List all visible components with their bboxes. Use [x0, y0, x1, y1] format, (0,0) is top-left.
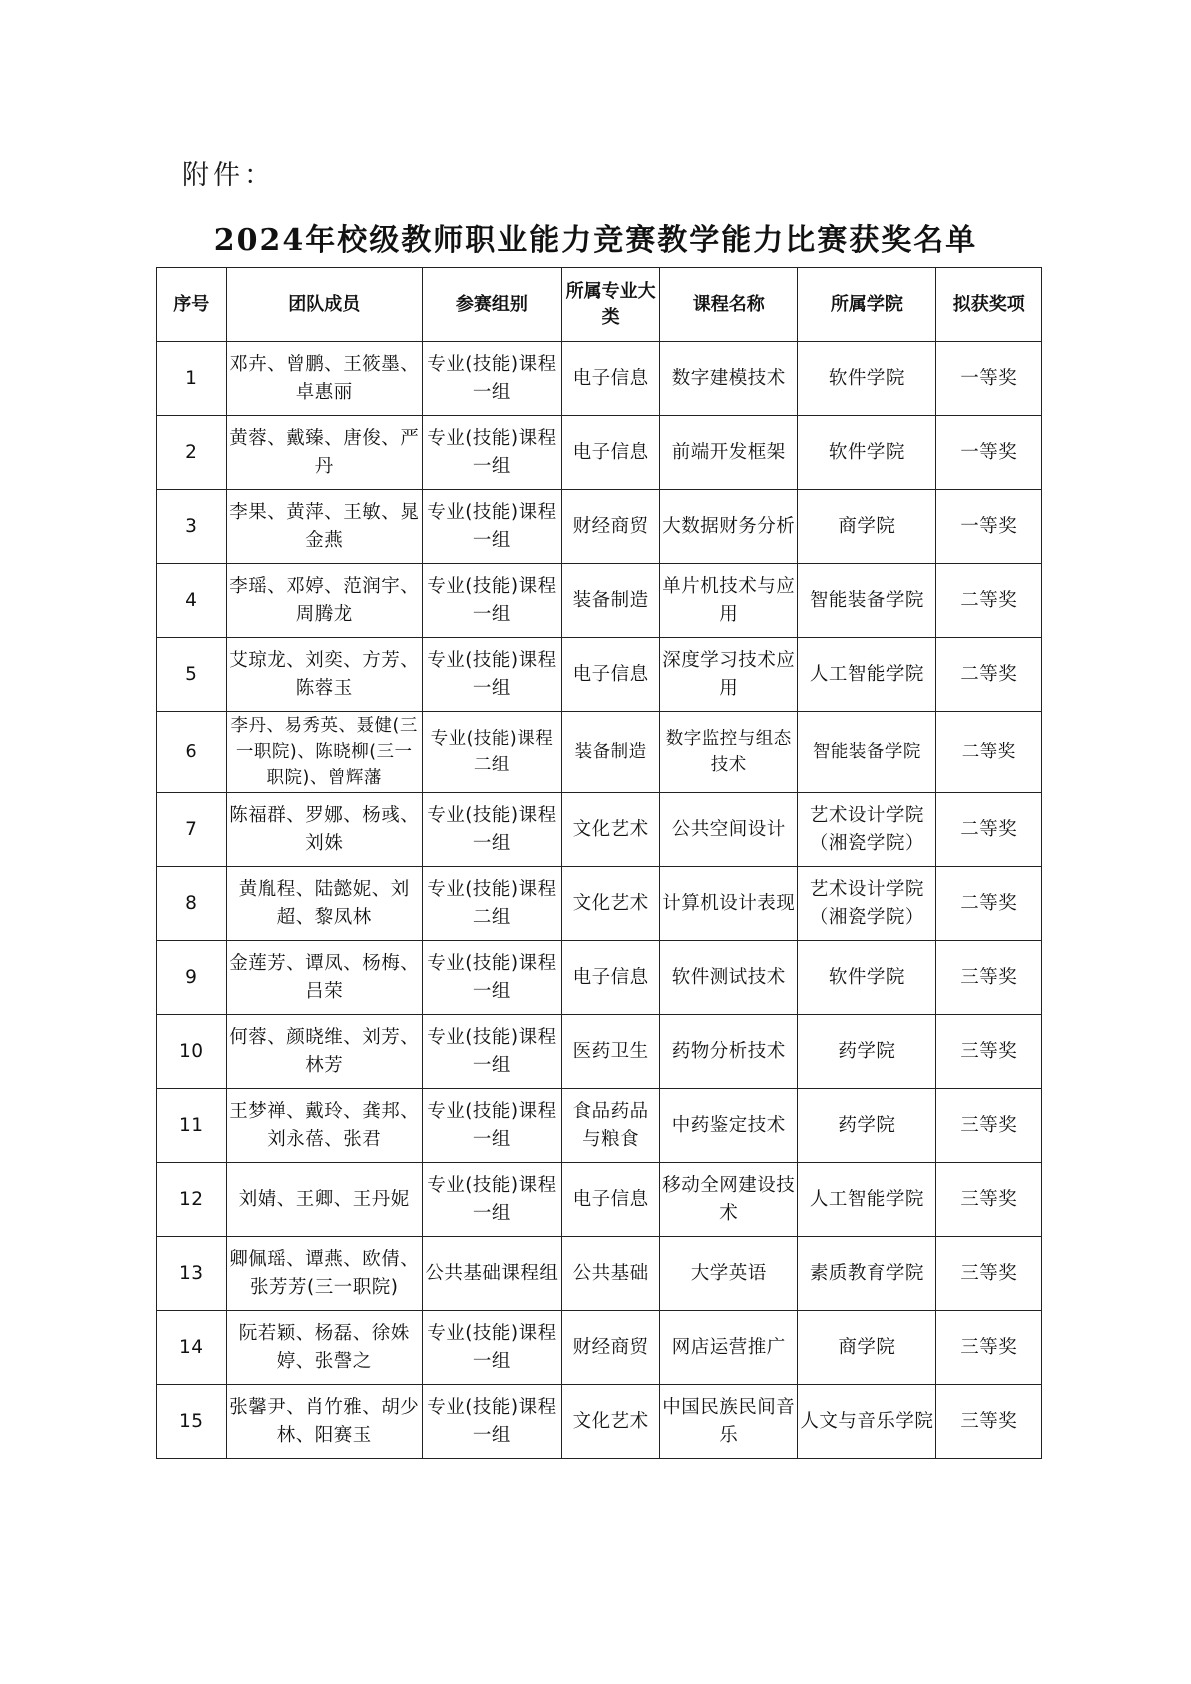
cell-group: 专业(技能)课程一组	[422, 416, 561, 490]
cell-index: 15	[157, 1385, 227, 1459]
table-header-row	[157, 268, 1042, 342]
cell-major-category: 电子信息	[562, 638, 660, 712]
cell-group: 专业(技能)课程一组	[422, 342, 561, 416]
table-row	[157, 490, 1042, 564]
cell-course-name: 单片机技术与应用	[660, 564, 798, 638]
cell-major-category: 公共基础	[562, 1237, 660, 1311]
cell-college: 软件学院	[798, 342, 936, 416]
cell-team-members: 金莲芳、谭凤、杨梅、吕荣	[226, 941, 422, 1015]
cell-college: 艺术设计学院（湘瓷学院）	[798, 867, 936, 941]
cell-award: 一等奖	[936, 490, 1042, 564]
cell-course-name: 中药鉴定技术	[660, 1089, 798, 1163]
cell-index: 5	[157, 638, 227, 712]
table-body	[157, 342, 1042, 1459]
cell-index: 1	[157, 342, 227, 416]
cell-team-members: 艾琼龙、刘奕、方芳、陈蓉玉	[226, 638, 422, 712]
cell-group: 专业(技能)课程一组	[422, 941, 561, 1015]
cell-college: 智能装备学院	[798, 564, 936, 638]
cell-major-category: 财经商贸	[562, 490, 660, 564]
cell-major-category: 电子信息	[562, 416, 660, 490]
cell-award: 三等奖	[936, 1385, 1042, 1459]
cell-award: 一等奖	[936, 416, 1042, 490]
cell-index: 9	[157, 941, 227, 1015]
cell-index: 11	[157, 1089, 227, 1163]
cell-team-members: 刘婧、王卿、王丹妮	[226, 1163, 422, 1237]
table-row	[157, 1089, 1042, 1163]
cell-college: 人工智能学院	[798, 638, 936, 712]
cell-college: 人工智能学院	[798, 1163, 936, 1237]
cell-team-members: 张馨尹、肖竹雅、胡少林、阳赛玉	[226, 1385, 422, 1459]
cell-course-name: 数字建模技术	[660, 342, 798, 416]
cell-award: 三等奖	[936, 1015, 1042, 1089]
cell-course-name: 前端开发框架	[660, 416, 798, 490]
cell-team-members: 黄蓉、戴臻、唐俊、严丹	[226, 416, 422, 490]
table-row	[157, 416, 1042, 490]
cell-team-members: 邓卉、曾鹏、王筱墨、卓惠丽	[226, 342, 422, 416]
cell-course-name: 大数据财务分析	[660, 490, 798, 564]
cell-team-members: 黄胤程、陆懿妮、刘超、黎凤林	[226, 867, 422, 941]
award-list-table	[156, 267, 1042, 1459]
cell-index: 8	[157, 867, 227, 941]
table-row	[157, 1237, 1042, 1311]
cell-college: 素质教育学院	[798, 1237, 936, 1311]
cell-team-members: 陈福群、罗娜、杨彧、刘姝	[226, 793, 422, 867]
cell-award: 二等奖	[936, 564, 1042, 638]
cell-course-name: 移动全网建设技术	[660, 1163, 798, 1237]
cell-college: 商学院	[798, 490, 936, 564]
attachment-label: 附件：	[182, 160, 275, 191]
header-college: 所属学院	[798, 268, 936, 342]
cell-team-members: 李果、黄萍、王敏、晁金燕	[226, 490, 422, 564]
cell-course-name: 网店运营推广	[660, 1311, 798, 1385]
cell-group: 公共基础课程组	[422, 1237, 561, 1311]
table-row	[157, 638, 1042, 712]
header-award: 拟获奖项	[936, 268, 1042, 342]
cell-award: 一等奖	[936, 342, 1042, 416]
cell-group: 专业(技能)课程一组	[422, 1089, 561, 1163]
cell-major-category: 装备制造	[562, 712, 660, 793]
cell-team-members: 何蓉、颜晓维、刘芳、林芳	[226, 1015, 422, 1089]
table-row	[157, 941, 1042, 1015]
cell-major-category: 文化艺术	[562, 867, 660, 941]
cell-index: 6	[157, 712, 227, 793]
cell-course-name: 药物分析技术	[660, 1015, 798, 1089]
header-team-members: 团队成员	[226, 268, 422, 342]
cell-major-category: 电子信息	[562, 941, 660, 1015]
cell-course-name: 软件测试技术	[660, 941, 798, 1015]
cell-team-members: 李丹、易秀英、聂健(三一职院)、陈晓柳(三一职院)、曾辉藩	[226, 712, 422, 793]
cell-index: 14	[157, 1311, 227, 1385]
table-row	[157, 1385, 1042, 1459]
cell-college: 软件学院	[798, 941, 936, 1015]
table-row	[157, 1015, 1042, 1089]
cell-award: 三等奖	[936, 1237, 1042, 1311]
header-course-name: 课程名称	[660, 268, 798, 342]
table-row	[157, 712, 1042, 793]
cell-college: 药学院	[798, 1015, 936, 1089]
cell-college: 软件学院	[798, 416, 936, 490]
cell-college: 人文与音乐学院	[798, 1385, 936, 1459]
cell-award: 二等奖	[936, 793, 1042, 867]
cell-college: 药学院	[798, 1089, 936, 1163]
cell-group: 专业(技能)课程二组	[422, 712, 561, 793]
cell-course-name: 大学英语	[660, 1237, 798, 1311]
cell-group: 专业(技能)课程一组	[422, 638, 561, 712]
cell-major-category: 食品药品与粮食	[562, 1089, 660, 1163]
cell-award: 三等奖	[936, 1163, 1042, 1237]
cell-college: 商学院	[798, 1311, 936, 1385]
document-title: 2024年校级教师职业能力竞赛教学能力比赛获奖名单	[213, 223, 978, 258]
cell-course-name: 数字监控与组态技术	[660, 712, 798, 793]
cell-group: 专业(技能)课程一组	[422, 793, 561, 867]
table-row	[157, 1163, 1042, 1237]
cell-team-members: 卿佩瑶、谭燕、欧倩、张芳芳(三一职院)	[226, 1237, 422, 1311]
cell-group: 专业(技能)课程一组	[422, 490, 561, 564]
cell-major-category: 财经商贸	[562, 1311, 660, 1385]
header-index: 序号	[157, 268, 227, 342]
cell-index: 12	[157, 1163, 227, 1237]
header-major-category: 所属专业大类	[562, 268, 660, 342]
cell-award: 三等奖	[936, 941, 1042, 1015]
cell-course-name: 深度学习技术应用	[660, 638, 798, 712]
cell-index: 13	[157, 1237, 227, 1311]
cell-award: 三等奖	[936, 1089, 1042, 1163]
cell-major-category: 电子信息	[562, 1163, 660, 1237]
cell-team-members: 李瑶、邓婷、范润宇、周腾龙	[226, 564, 422, 638]
table-row	[157, 564, 1042, 638]
cell-index: 4	[157, 564, 227, 638]
cell-index: 3	[157, 490, 227, 564]
cell-index: 10	[157, 1015, 227, 1089]
cell-major-category: 医药卫生	[562, 1015, 660, 1089]
cell-award: 二等奖	[936, 712, 1042, 793]
cell-award: 二等奖	[936, 638, 1042, 712]
table-row	[157, 867, 1042, 941]
cell-course-name: 公共空间设计	[660, 793, 798, 867]
table-row	[157, 793, 1042, 867]
header-group: 参赛组别	[422, 268, 561, 342]
cell-team-members: 阮若颖、杨磊、徐姝婷、张謦之	[226, 1311, 422, 1385]
cell-award: 三等奖	[936, 1311, 1042, 1385]
cell-major-category: 文化艺术	[562, 793, 660, 867]
cell-group: 专业(技能)课程一组	[422, 1385, 561, 1459]
cell-index: 2	[157, 416, 227, 490]
cell-group: 专业(技能)课程一组	[422, 1163, 561, 1237]
cell-college: 艺术设计学院（湘瓷学院）	[798, 793, 936, 867]
cell-college: 智能装备学院	[798, 712, 936, 793]
table-row	[157, 342, 1042, 416]
cell-index: 7	[157, 793, 227, 867]
cell-major-category: 装备制造	[562, 564, 660, 638]
cell-group: 专业(技能)课程二组	[422, 867, 561, 941]
cell-major-category: 电子信息	[562, 342, 660, 416]
cell-team-members: 王梦禅、戴玲、龚邦、刘永蓓、张君	[226, 1089, 422, 1163]
cell-group: 专业(技能)课程一组	[422, 564, 561, 638]
table-row	[157, 1311, 1042, 1385]
cell-award: 二等奖	[936, 867, 1042, 941]
cell-group: 专业(技能)课程一组	[422, 1015, 561, 1089]
cell-course-name: 中国民族民间音乐	[660, 1385, 798, 1459]
cell-course-name: 计算机设计表现	[660, 867, 798, 941]
cell-major-category: 文化艺术	[562, 1385, 660, 1459]
cell-group: 专业(技能)课程一组	[422, 1311, 561, 1385]
